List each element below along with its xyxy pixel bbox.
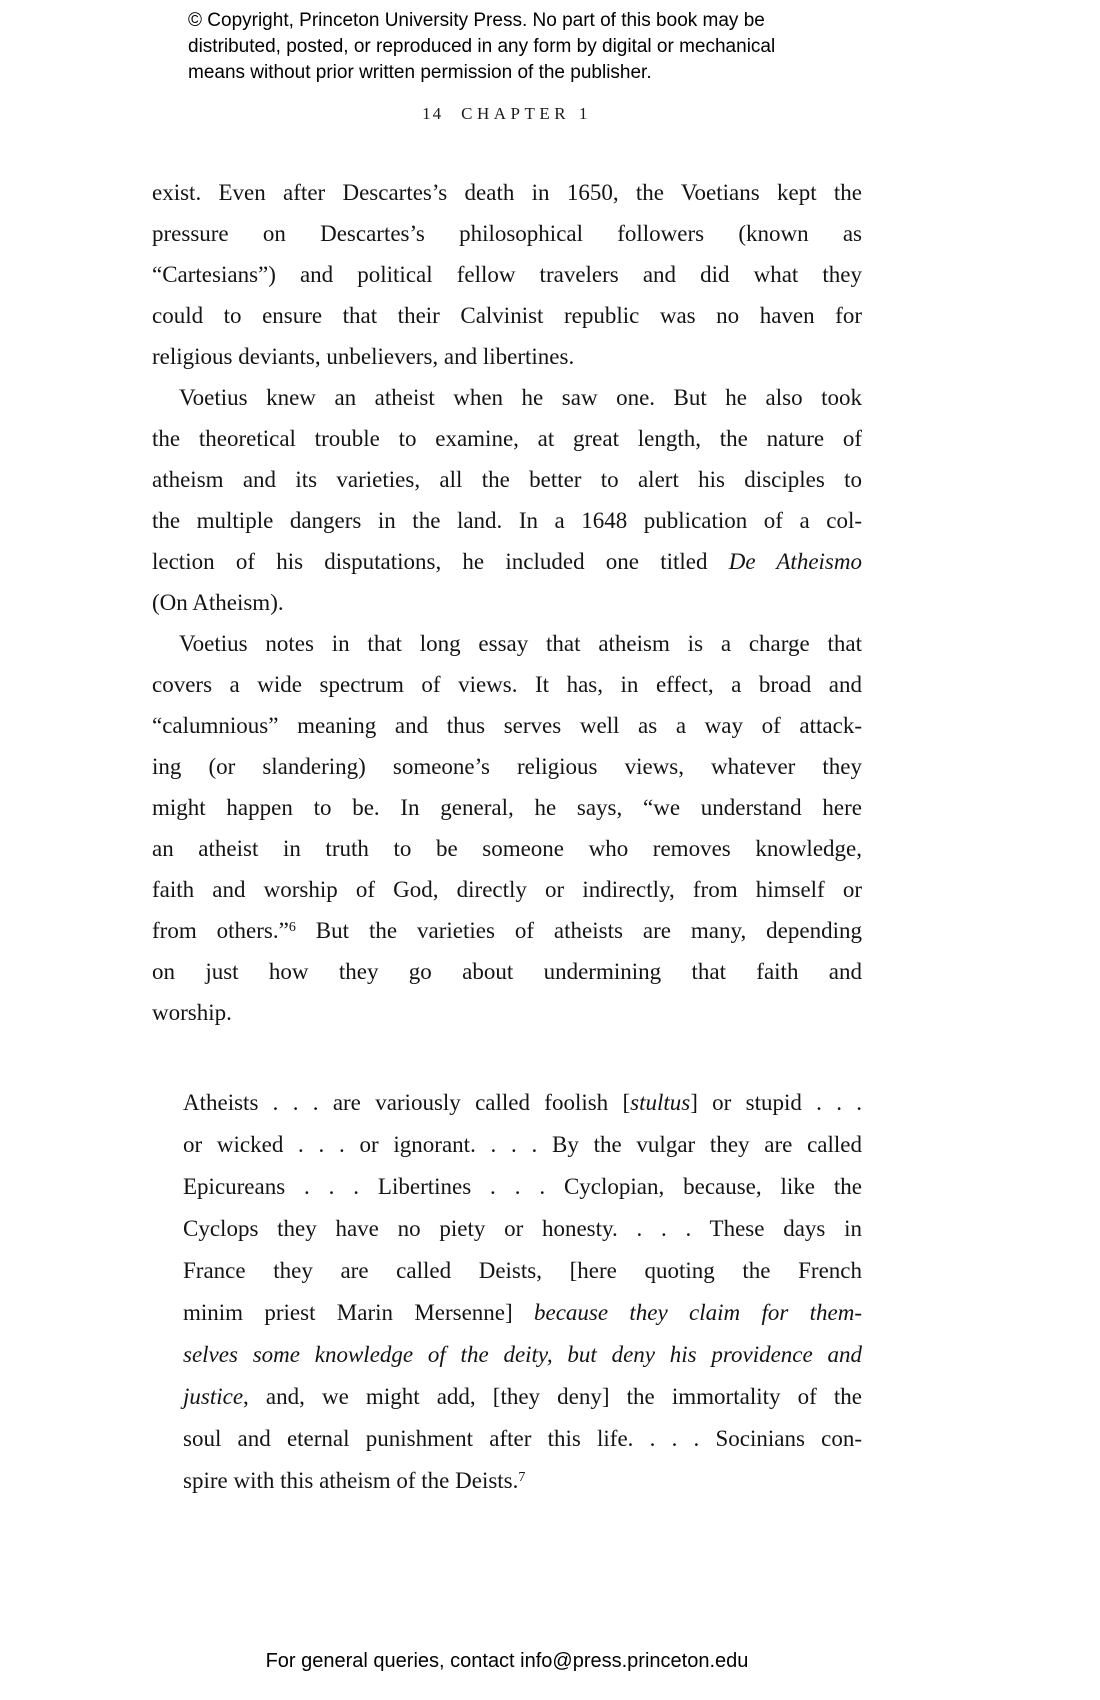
text-line: Voetius notes in that long essay that atheism is a charge that [179,631,862,656]
text-line: Voetius knew an atheist when he saw one. But he also took [179,385,862,410]
copyright-notice [188,8,775,86]
text-line: justice, and, we might add, [they deny] the immortality of the [183,1384,862,1409]
text-line: selves some knowledge of the deity, but deny his providence and [183,1342,862,1367]
text-line: from others.”$^6$ But the varieties of atheists are many, depending [152,918,862,943]
text-line: might happen to be. In general, he says, “we understand here [152,795,862,820]
text-line: ing (or slandering) someone’s religious views, whatever they [152,754,862,779]
text-line: exist. Even after Descartes’s death in 1650, the Voetians kept the [152,180,862,205]
text-line: worship. [152,1000,232,1025]
text-line: “calumnious” meaning and thus serves well as a way of attack- [152,713,862,738]
text-line: atheism and its varieties, all the better to alert his disciples to [152,467,862,492]
text-line: covers a wide spectrum of views. It has, in effect, a broad and [152,672,862,697]
footnote-marker: 6 [288,920,296,935]
text-line: pressure on Descartes’s philosophical followers (known as [152,221,862,246]
page-number: 14 [422,104,444,123]
text-line: soul and eternal punishment after this life. . . . Socinians con- [183,1426,862,1451]
text-line: France they are called Deists, [here quoting the French [183,1258,862,1283]
footer-contact: For general queries, contact info@press.princeton.edu [265,1650,749,1672]
text-line: faith and worship of God, directly or indirectly, from himself or [152,877,862,902]
running-head [152,104,862,124]
text-line: religious deviants, unbelievers, and libertines. [152,344,575,369]
body-text [152,172,862,1502]
text-line: Atheists . . . are variously called foolish [stultus] or stupid . . . [183,1090,862,1115]
paragraph [152,623,862,1033]
copyright-line: distributed, posted, or reproduced in any form by digital or mechanical [188,36,776,57]
text-line: minim priest Marin Mersenne] because they claim for them- [183,1300,862,1325]
block-quote [152,1082,862,1502]
text-line: or wicked . . . or ignorant. . . . By the vulgar they are called [183,1132,862,1157]
text-line: Cyclops they have no piety or honesty. . . . These days in [183,1216,862,1241]
text-line: an atheist in truth to be someone who removes knowledge, [152,836,862,861]
text-line: “Cartesians”) and political fellow travelers and did what they [152,262,862,287]
paragraph [152,172,862,377]
text-line: on just how they go about undermining that faith and [152,959,862,984]
text-line: the multiple dangers in the land. In a 1648 publication of a col- [152,508,862,533]
text-line: the theoretical trouble to examine, at great length, the nature of [152,426,862,451]
text-line: could to ensure that their Calvinist republic was no haven for [152,303,862,328]
footnote-marker: 7 [518,1470,526,1485]
text-line: (On Atheism). [152,590,284,615]
copyright-line: means without prior written permission of the publisher. [188,62,652,83]
text-line: Epicureans . . . Libertines . . . Cyclopian, because, like the [183,1174,862,1199]
chapter-label: CHAPTER 1 [461,104,592,123]
text-line: spire with this atheism of the Deists.$^7$ [183,1468,526,1493]
text-line: lection of his disputations, he included one titled De Atheismo [152,549,862,574]
copyright-line: © Copyright, Princeton University Press. No part of this book may be [188,10,765,31]
paragraph [152,377,862,623]
